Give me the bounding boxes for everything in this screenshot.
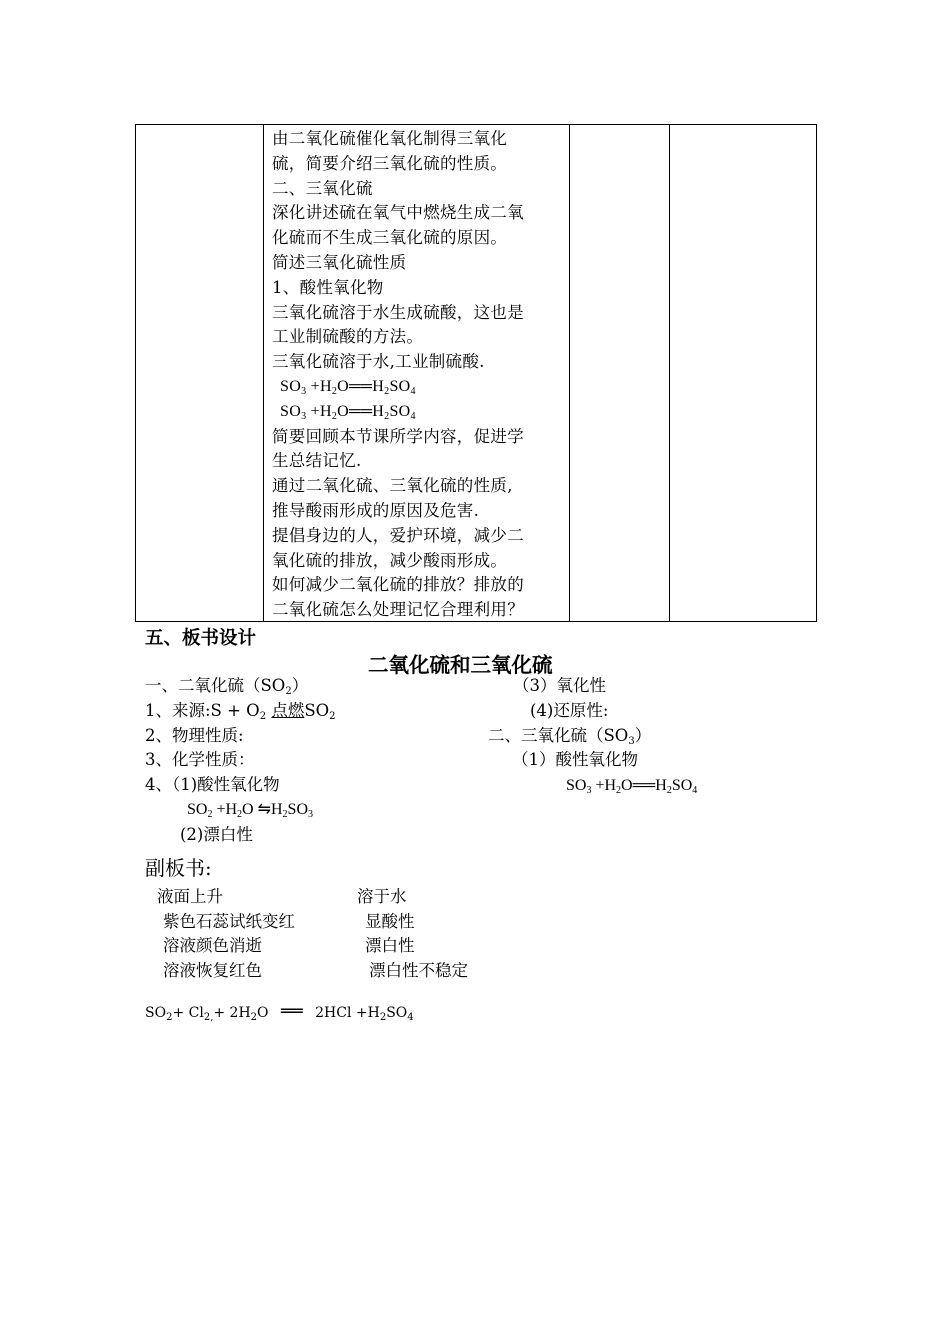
aux-right: 溶于水 (357, 887, 407, 906)
board-line: （3）氧化性 (513, 676, 606, 695)
board-line: 一、二氧化硫$(SO_2)$ (145, 676, 309, 697)
text-line: 深化讲述硫在氧气中燃烧生成二氧 (272, 203, 524, 223)
aux-right: 漂白性 (365, 936, 415, 955)
text-line: 推导酸雨形成的原因及危害. (272, 500, 480, 520)
text-line: 1、酸性氧化物 (272, 277, 384, 297)
text-line: 化硫而不生成三氧化硫的原因。 (272, 228, 508, 248)
board-line: 1、来源:S + $O_2$ 点燃$SO_2$ (145, 701, 336, 722)
board-line: 4、（1)酸性氧化物 (145, 775, 280, 794)
lesson-table (135, 124, 817, 622)
aux-left: 紫色石蕊试纸变红 (163, 912, 295, 931)
equation: $SO_3$ $+H_2O══H_2SO_4$ (566, 777, 698, 796)
text-line: 三氧化硫溶于水,工业制硫酸. (272, 352, 485, 372)
text-line: 如何减少二氧化硫的排放？排放的 (272, 575, 524, 595)
text-line: 二氧化硫怎么处理记忆合理利用？ (272, 600, 524, 620)
aux-heading: 副板书: (145, 856, 212, 880)
aux-right: 漂白性不稳定 (369, 961, 468, 980)
equation: $SO_3$ $+H_2O══H_2SO_4$ (280, 402, 416, 422)
table-cell-content (264, 125, 570, 622)
board-line: 二、三氧化硫$(SO_3)$ (488, 726, 652, 747)
table-cell-empty (670, 125, 817, 622)
text-line: 通过二氧化硫、三氧化硫的性质, (272, 476, 513, 496)
board-title: 二氧化硫和三氧化硫 (368, 653, 553, 677)
board-line: (2)漂白性 (180, 825, 253, 844)
board-line: (4)还原性: (530, 701, 609, 720)
table-row (136, 125, 817, 622)
board-line: 2、物理性质: (145, 726, 244, 745)
text-line: 工业制硫酸的方法。 (272, 327, 424, 347)
table-cell-empty (570, 125, 670, 622)
text-line: 简要回顾本节课所学内容，促进学 (272, 426, 524, 446)
board-line: （1）酸性氧化物 (512, 750, 638, 769)
text-line: 简述三氧化硫性质 (272, 252, 407, 272)
text-line: 硫，简要介绍三氧化硫的性质。 (272, 153, 508, 173)
equals-sign: ══ (280, 1001, 303, 1022)
text-line: 三氧化硫溶于水生成硫酸，这也是 (272, 302, 524, 322)
equation: $SO_3$ $+H_2O══H_2SO_4$ (280, 377, 416, 397)
board-line: 3、化学性质： (145, 750, 255, 769)
text-line: 氧化硫的排放，减少酸雨形成。 (272, 550, 508, 570)
aux-right: 显酸性 (365, 912, 415, 931)
equation: $SO_2 +H_2O$ $⇋H_2SO_3$ (187, 801, 313, 820)
section-heading: 五、板书设计 (145, 628, 257, 649)
text-line: 由二氧化硫催化氧化制得三氧化 (272, 129, 508, 148)
equation: $SO_2+ Cl_{2,}+ 2H_2O$ ══ $2HCl +H_2SO_4$ (145, 1001, 414, 1023)
text-line: 生总结记忆. (272, 451, 362, 471)
reaction-condition: 点燃 (271, 701, 305, 720)
aux-left: 溶液颜色消逝 (163, 936, 262, 955)
table-cell-empty (136, 125, 264, 622)
text-line: 二、三氧化硫 (272, 178, 373, 198)
aux-left: 液面上升 (157, 887, 223, 906)
text-line: 提倡身边的人，爱护环境，减少二 (272, 525, 524, 545)
aux-left: 溶液恢复红色 (163, 961, 262, 980)
